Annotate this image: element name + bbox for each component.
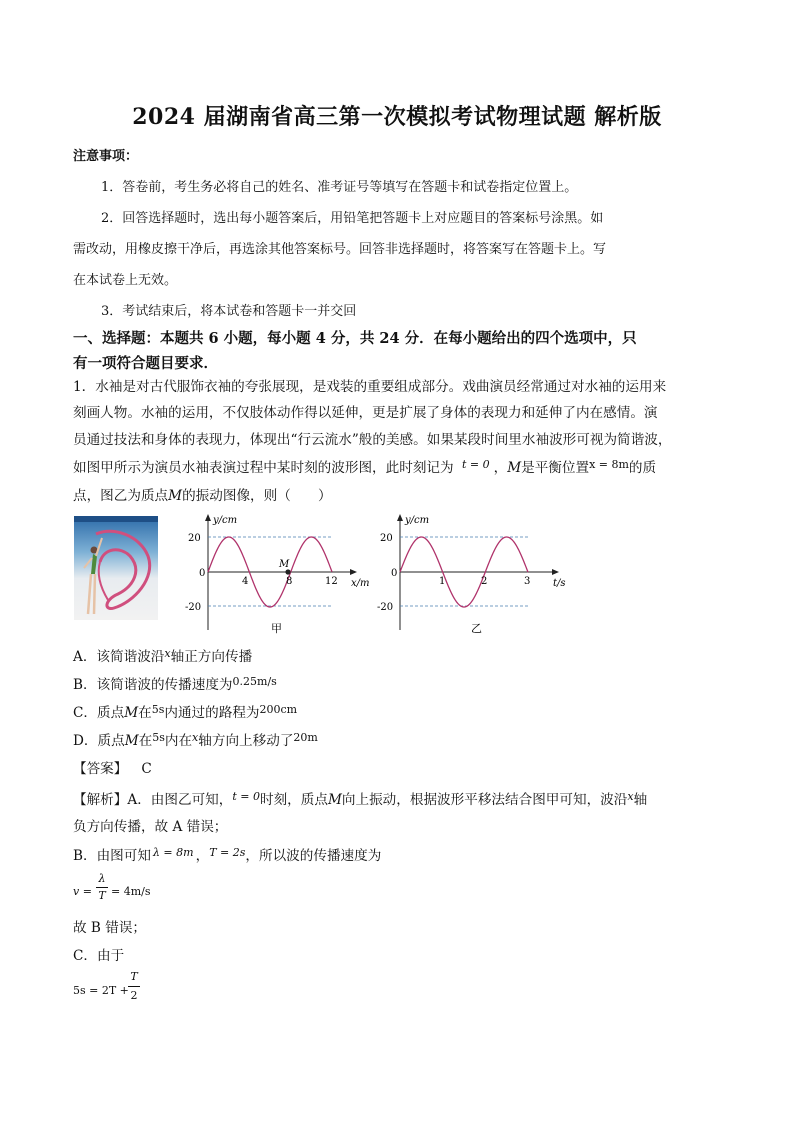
math-M: M (124, 705, 139, 721)
x-axis-label: x/m (351, 578, 370, 589)
analysis-text: 时刻，质点 (260, 792, 328, 808)
x-tick-label: 4 (242, 576, 249, 587)
option-C (73, 701, 297, 721)
analysis-b-conclusion: 故 B 错误； (73, 920, 147, 936)
x-axis-arrow-icon (552, 569, 559, 575)
formula-numerator: T (130, 970, 138, 983)
dancer-photo (74, 516, 158, 620)
math-speed: 0.25m/s (232, 675, 277, 688)
option-D (73, 729, 318, 749)
analysis-text: 向上振动，根据波形平移法结合图甲可知，波沿 (341, 792, 628, 808)
point-M (285, 569, 290, 574)
math-M: M (124, 733, 139, 749)
fraction-bar (128, 986, 140, 987)
analysis-line-1 (73, 788, 647, 808)
math-period: T = 2s (209, 846, 246, 859)
math-t0: t = 0 (232, 790, 260, 803)
question-text: 是平衡位置 (521, 460, 590, 476)
math-x8m: x = 8m (589, 458, 629, 471)
option-text: C．质点 (73, 705, 125, 721)
question-text: 如图甲所示为演员水袖表演过程中某时刻的波形图，此时刻记为 (73, 460, 454, 476)
math-x: x (164, 647, 171, 660)
math-t0: t = 0 (461, 458, 490, 471)
formula-denominator: 2 (130, 989, 138, 1002)
answer-label: 【答案】 (73, 761, 128, 777)
notice-item-3: 3．考试结束后，将本试卷和答题卡一并交回 (101, 304, 357, 319)
option-text: 轴方向上移动了 (198, 733, 294, 749)
option-text: A．该简谐波沿 (73, 649, 165, 665)
answer-value: C (141, 761, 152, 777)
x-axis-label: t/s (553, 578, 566, 589)
y-tick-label: -20 (185, 602, 202, 613)
option-B (73, 673, 277, 693)
option-text: 轴正方向传播 (170, 649, 253, 665)
formula-lhs: v = (73, 885, 92, 898)
graph-caption: 乙 (471, 622, 482, 635)
math-x: x (627, 790, 634, 803)
section-heading-line2: 有一项符合题目要求． (73, 355, 218, 372)
analysis-label: 【解析】 (73, 792, 128, 808)
formula-time (73, 970, 163, 1008)
y-tick-label: 20 (188, 533, 201, 544)
question-text: 点，图乙为质点 (73, 488, 169, 504)
question-text: ， (493, 460, 508, 476)
analysis-text: A．由图乙可知， (127, 792, 233, 808)
analysis-text: B．由图可知 (73, 848, 151, 864)
answer-line (73, 757, 152, 777)
question-line-1: 1．水袖是对古代服饰衣袖的夸张展现，是戏装的重要组成部分。戏曲演员经常通过对水袖的运用来 (73, 379, 667, 395)
option-text: 在 (138, 705, 152, 721)
option-A (73, 645, 252, 665)
x-tick-label: 3 (524, 576, 531, 587)
graph-caption: 甲 (271, 622, 282, 635)
notice-item-2-cont: 需改动，用橡皮擦干净后，再选涂其他答案标号。回答非选择题时，将答案写在答题卡上。写 (73, 242, 607, 257)
section-heading-line1: 一、选择题：本题共 6 小题，每小题 4 分，共 24 分．在每小题给出的四个选项中，只 (73, 330, 637, 347)
y-tick-label: 20 (380, 533, 393, 544)
formula-lhs: 5s = 2T + (73, 984, 129, 997)
y-tick-label: -20 (377, 602, 394, 613)
option-text: 在 (138, 733, 153, 749)
y-axis-label: y/cm (213, 515, 238, 526)
formula-denominator: T (98, 889, 106, 902)
x-tick-label: 12 (325, 576, 338, 587)
option-text: D．质点 (73, 733, 125, 749)
math-lambda: λ = 8m (152, 846, 194, 859)
notice-item-1: 1．答卷前，考生务必将自己的姓名、准考证号等填写在答题卡和试卷指定位置上。 (101, 180, 578, 195)
analysis-text: 轴 (633, 792, 648, 808)
question-line-4 (73, 456, 656, 476)
notice-item-2-end: 在本试卷上无效。 (73, 273, 178, 288)
notice-heading: 注意事项： (73, 149, 139, 164)
analysis-text: ，所以波的传播速度为 (245, 848, 382, 864)
y-tick-label: 0 (199, 568, 206, 579)
option-text: 内通过的路程为 (164, 705, 260, 721)
formula-result: = 4m/s (111, 885, 151, 898)
math-M: M (507, 460, 522, 476)
math-20m: 20m (293, 731, 318, 744)
math-M: M (327, 792, 342, 808)
math-5s: 5s (152, 731, 165, 744)
math-200cm: 200cm (259, 703, 298, 716)
x-tick-label: 1 (439, 576, 446, 587)
option-text: B．该简谐波的传播速度为 (73, 677, 233, 693)
math-x: x (192, 731, 199, 744)
y-tick-label: 0 (391, 568, 398, 579)
x-tick-label: 8 (286, 576, 293, 587)
question-line-5 (73, 484, 332, 504)
question-line-2: 刻画人物。水袖的运用，不仅肢体动作得以延伸，更是扩展了身体的表现力和延伸了内在感情。演 (73, 405, 658, 421)
analysis-b-line: B．由图可知 $^{\lambda = 8m}$ ，$^{T = 2s}$，所以波的传播速度为 (73, 846, 382, 864)
x-tick-label: 2 (481, 576, 488, 587)
math-5s: 5s (151, 703, 165, 716)
analysis-c-line: C．由于 (73, 948, 125, 964)
wave-graph-jia (175, 510, 375, 660)
x-axis-arrow-icon (350, 569, 357, 575)
y-axis-label: y/cm (405, 515, 430, 526)
formula-numerator: λ (98, 872, 106, 885)
question-line-3: 员通过技法和身体的表现力，体现出“行云流水”般的美感。如果某段时间里水袖波形可视为简谐波， (73, 432, 672, 448)
point-M-label: M (279, 559, 290, 570)
math-M: M (168, 488, 183, 504)
y-axis-arrow-icon (205, 514, 211, 521)
question-text: 的质 (628, 460, 657, 476)
page-title: 2024 届湖南省高三第一次模拟考试物理试题 解析版 (132, 104, 662, 130)
y-axis-arrow-icon (397, 514, 403, 521)
vibration-graph-yi (375, 510, 575, 660)
option-text: 内在 (164, 733, 193, 749)
notice-item-2: 2．回答选择题时，选出每小题答案后，用铅笔把答题卡上对应题目的答案标号涂黑。如 (101, 211, 604, 226)
fraction-bar (96, 887, 108, 888)
analysis-line-2: 负方向传播，故 A 错误； (73, 819, 228, 835)
question-text: 的振动图像，则（ ） (182, 488, 332, 504)
